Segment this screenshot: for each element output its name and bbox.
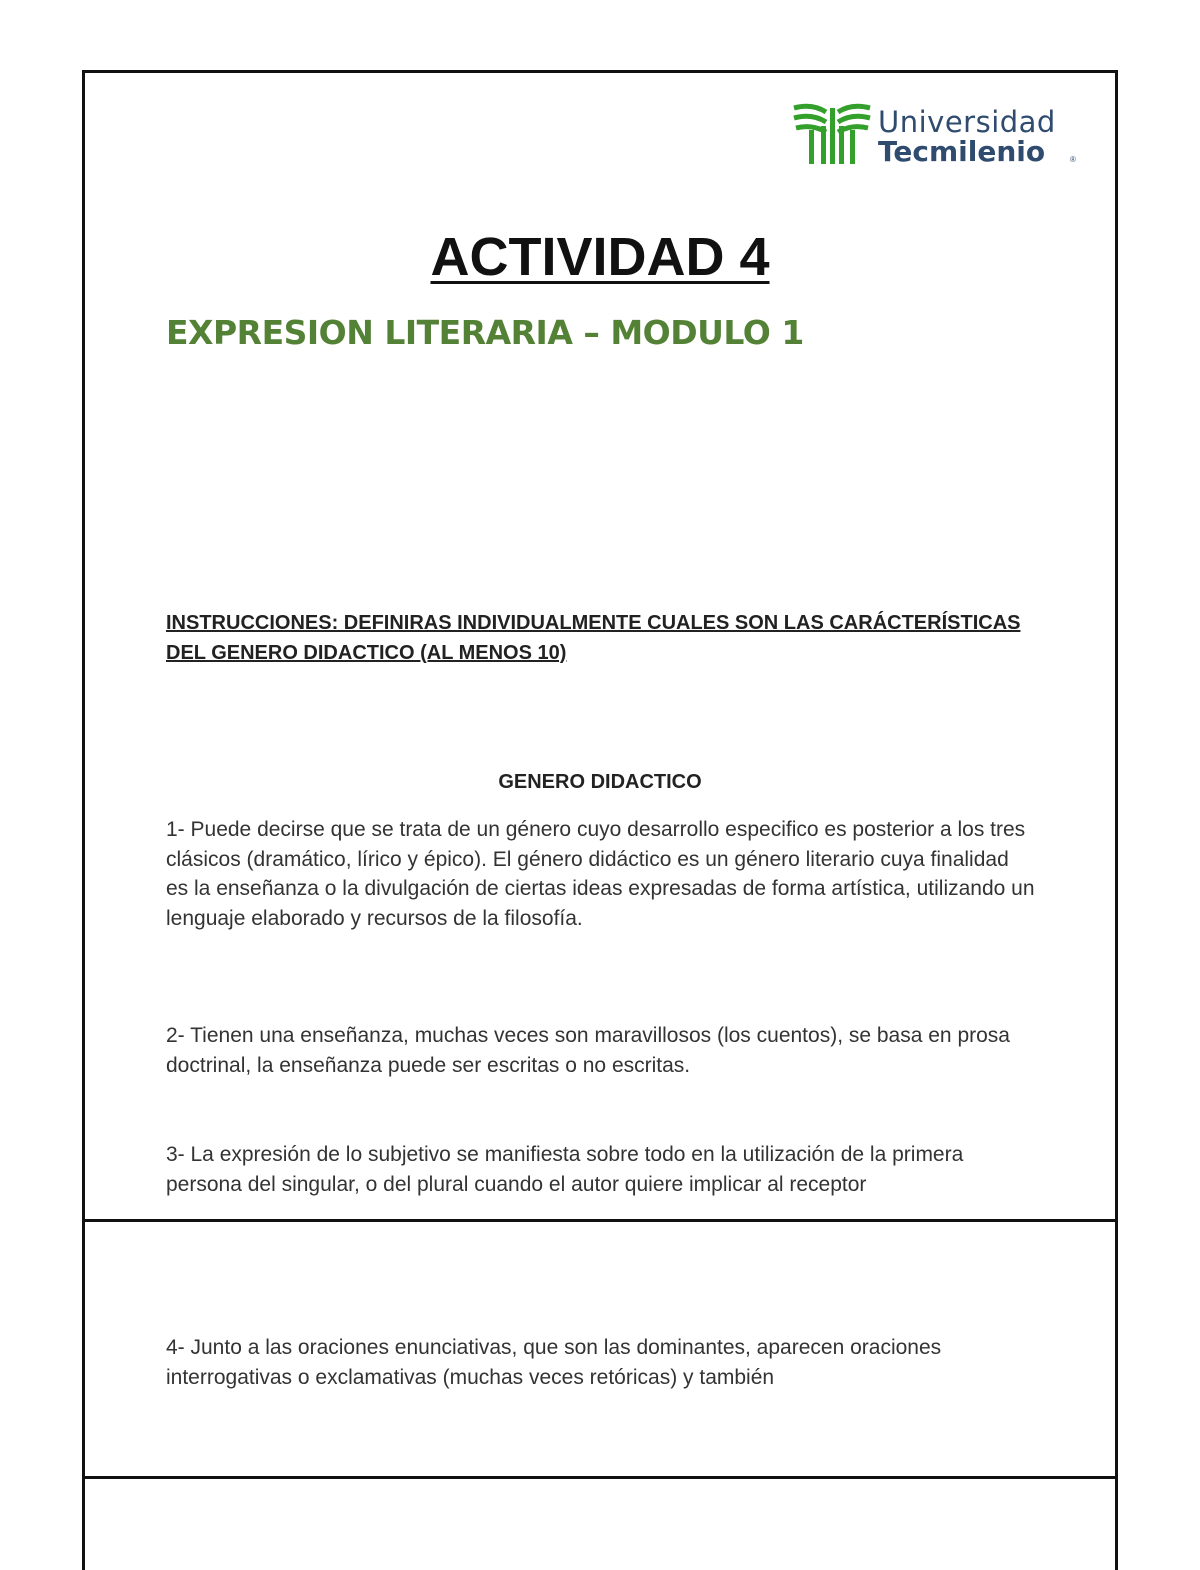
logo-text-universidad: Universidad — [878, 105, 1056, 139]
page-divider — [82, 1476, 1118, 1479]
list-item: 2- Tienen una enseñanza, muchas veces son maravillosos (los cuentos), se basa en prosa doctrinal, la enseñanza puede ser escritas o no escritas. — [166, 1024, 1010, 1077]
section-heading: GENERO DIDACTICO — [498, 771, 702, 793]
logo-text-tecmilenio: Tecmilenio — [878, 135, 1046, 168]
document-subtitle: EXPRESION LITERARIA – MODULO 1 — [166, 313, 804, 352]
list-item: 1- Puede decirse que se trata de un género cuyo desarrollo especifico es posterior a los tres clásicos (dramático, lírico y épico). El género didáctico es un género literario cuya finalidad es la enseñanza o la divulgación de ciertas ideas expresadas de forma artística, utilizando un lenguaje elaborado y recursos de la filosofía. — [166, 818, 1035, 930]
instructions-text: INSTRUCCIONES: DEFINIRAS INDIVIDUALMENTE CUALES SON LAS CARÁCTERÍSTICAS DEL GENERO DIDACTICO (AL MENOS 10) — [166, 612, 1021, 664]
document-title — [0, 226, 1200, 288]
page-divider — [82, 1219, 1118, 1222]
list-item: 3- La expresión de lo subjetivo se manifiesta sobre todo en la utilización de la primera persona del singular, o del plural cuando el autor quiere implicar al receptor — [166, 1143, 964, 1196]
document-title-text: ACTIVIDAD 4 — [430, 227, 770, 287]
tecmilenio-mark-icon — [792, 100, 872, 166]
list-item: 4- Junto a las oraciones enunciativas, que son las dominantes, aparecen oraciones interrogativas o exclamativas (muchas veces retóricas) y también — [166, 1336, 942, 1389]
university-logo — [792, 100, 1092, 170]
registered-mark: ® — [1070, 155, 1076, 164]
